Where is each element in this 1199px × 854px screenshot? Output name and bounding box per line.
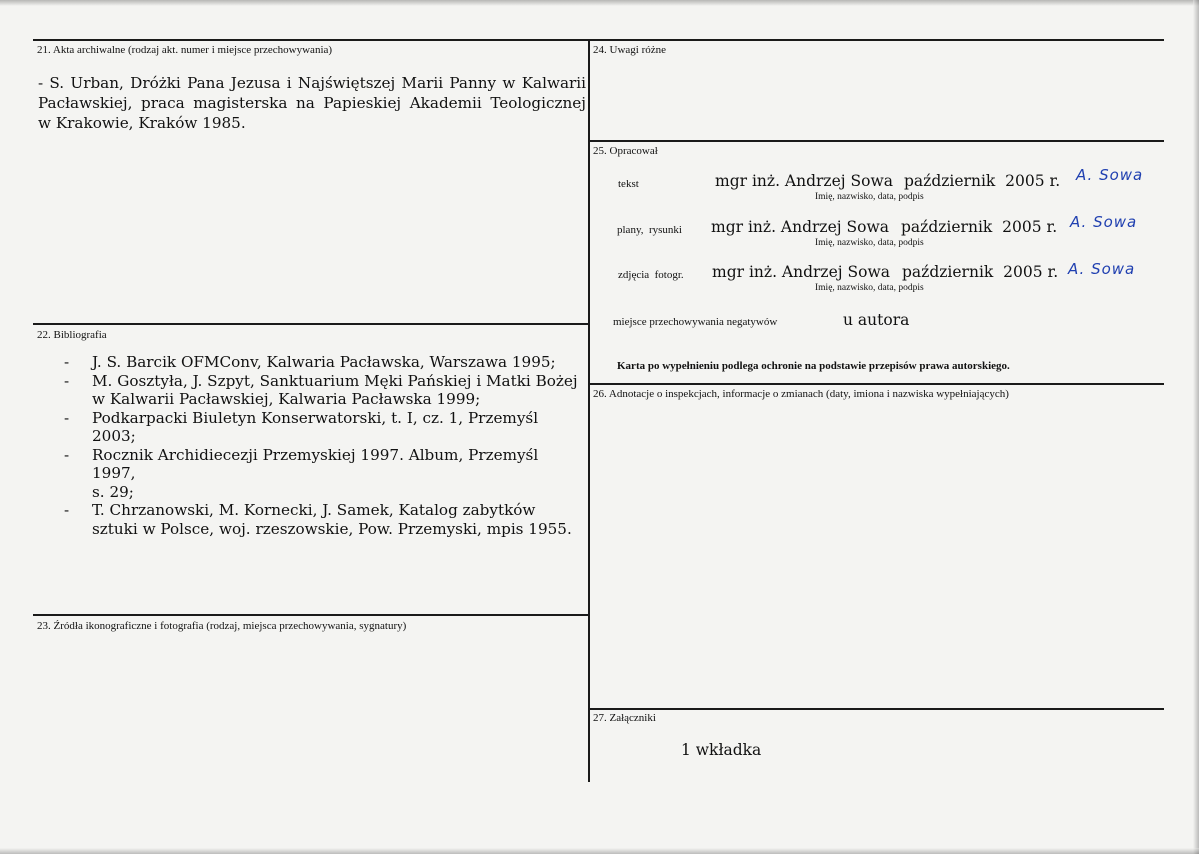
author-row-name: mgr inż. Andrzej Sowa <box>711 218 889 236</box>
scan-edge-right <box>1193 0 1199 854</box>
divider-22-23 <box>33 614 589 616</box>
author-row-label-plans: plany, rysunki <box>617 224 682 236</box>
signature-handwritten: A. Sowa <box>1068 260 1136 278</box>
bibliography-line: Rocznik Archidiecezji Przemyskiej 1997. Album, Przemyśl 1997, <box>92 445 539 482</box>
signature-handwritten: A. Sowa <box>1070 213 1138 231</box>
list-dash: - <box>64 408 70 427</box>
bibliography-item <box>64 353 584 372</box>
divider-21-22 <box>33 323 589 325</box>
section-21-line: w Krakowie, Kraków 1985. <box>38 114 246 132</box>
section-21-line: - S. Urban, Dróżki Pana Jezusa i Najświętszej Marii Panny w Kalwarii <box>38 74 586 92</box>
list-dash: - <box>64 371 70 390</box>
negatives-label: miejsce przechowywania negatywów <box>613 316 778 328</box>
bibliography-line: T. Chrzanowski, M. Kornecki, J. Samek, Katalog zabytków <box>92 501 536 519</box>
scan-edge-top <box>0 0 1199 6</box>
author-row-name: mgr inż. Andrzej Sowa <box>712 263 890 281</box>
attachments-value: 1 wkładka <box>681 741 762 759</box>
center-divider <box>588 39 590 782</box>
author-row-label-text: tekst <box>618 178 639 190</box>
list-dash: - <box>64 501 70 519</box>
section-23-label: 23. Źródła ikonograficzne i fotografia (rodzaj, miejsca przechowywania, sygnatury) <box>37 620 407 632</box>
list-dash: - <box>64 445 70 464</box>
signature-handwritten: A. Sowa <box>1076 166 1144 184</box>
bibliography-item <box>64 409 584 446</box>
divider-24-25 <box>589 140 1164 142</box>
section-26-label: 26. Adnotacje o inspekcjach, informacje o zmianach (daty, imiona i nazwiska wypełniających) <box>593 388 1009 400</box>
section-27-label: 27. Załączniki <box>593 712 656 724</box>
bibliography-item <box>64 446 584 502</box>
bibliography-list <box>64 353 584 538</box>
bibliography-line: Podkarpacki Biuletyn Konserwatorski, t. I, cz. 1, Przemyśl 2003; <box>92 408 539 445</box>
author-row-caption: Imię, nazwisko, data, podpis <box>815 192 924 202</box>
negatives-value: u autora <box>843 311 910 329</box>
bibliography-item <box>64 501 584 538</box>
list-dash: - <box>64 353 70 371</box>
author-row-name: mgr inż. Andrzej Sowa <box>715 172 893 190</box>
author-row-date: październik 2005 r. <box>902 263 1059 281</box>
bibliography-line: sztuki w Polsce, woj. rzeszowskie, Pow. Przemyski, mpis 1955. <box>92 519 572 538</box>
bibliography-line: w Kalwarii Pacławskiej, Kalwaria Pacławska 1999; <box>92 390 481 408</box>
bibliography-line: M. Gosztyła, J. Szpyt, Sanktuarium Męki Pańskiej i Matki Bożej <box>92 371 578 390</box>
section-25-label: 25. Opracował <box>593 145 658 157</box>
author-row-date: październik 2005 r. <box>904 172 1061 190</box>
author-row-caption: Imię, nazwisko, data, podpis <box>815 283 924 293</box>
section-22-label: 22. Bibliografia <box>37 329 107 341</box>
section-24-label: 24. Uwagi różne <box>593 44 667 56</box>
author-row-date: październik 2005 r. <box>901 218 1058 236</box>
divider-26-27 <box>589 708 1164 710</box>
bibliography-line: s. 29; <box>92 482 134 501</box>
author-row-label-photos: zdjęcia fotogr. <box>618 269 684 281</box>
copyright-note: Karta po wypełnieniu podlega ochronie na podstawie przepisów prawa autorskiego. <box>617 360 1010 372</box>
divider-25-26 <box>589 383 1164 385</box>
section-21-label: 21. Akta archiwalne (rodzaj akt. numer i miejsce przechowywania) <box>37 44 333 56</box>
scan-edge-bottom <box>0 848 1199 854</box>
section-21-text <box>38 73 588 133</box>
author-row-caption: Imię, nazwisko, data, podpis <box>815 238 924 248</box>
section-21-line: Pacławskiej, praca magisterska na Papieskiej Akademii Teologicznej <box>38 94 586 112</box>
bibliography-item <box>64 372 584 409</box>
bibliography-line: J. S. Barcik OFMConv, Kalwaria Pacławska, Warszawa 1995; <box>92 353 556 371</box>
top-border <box>33 39 1164 41</box>
